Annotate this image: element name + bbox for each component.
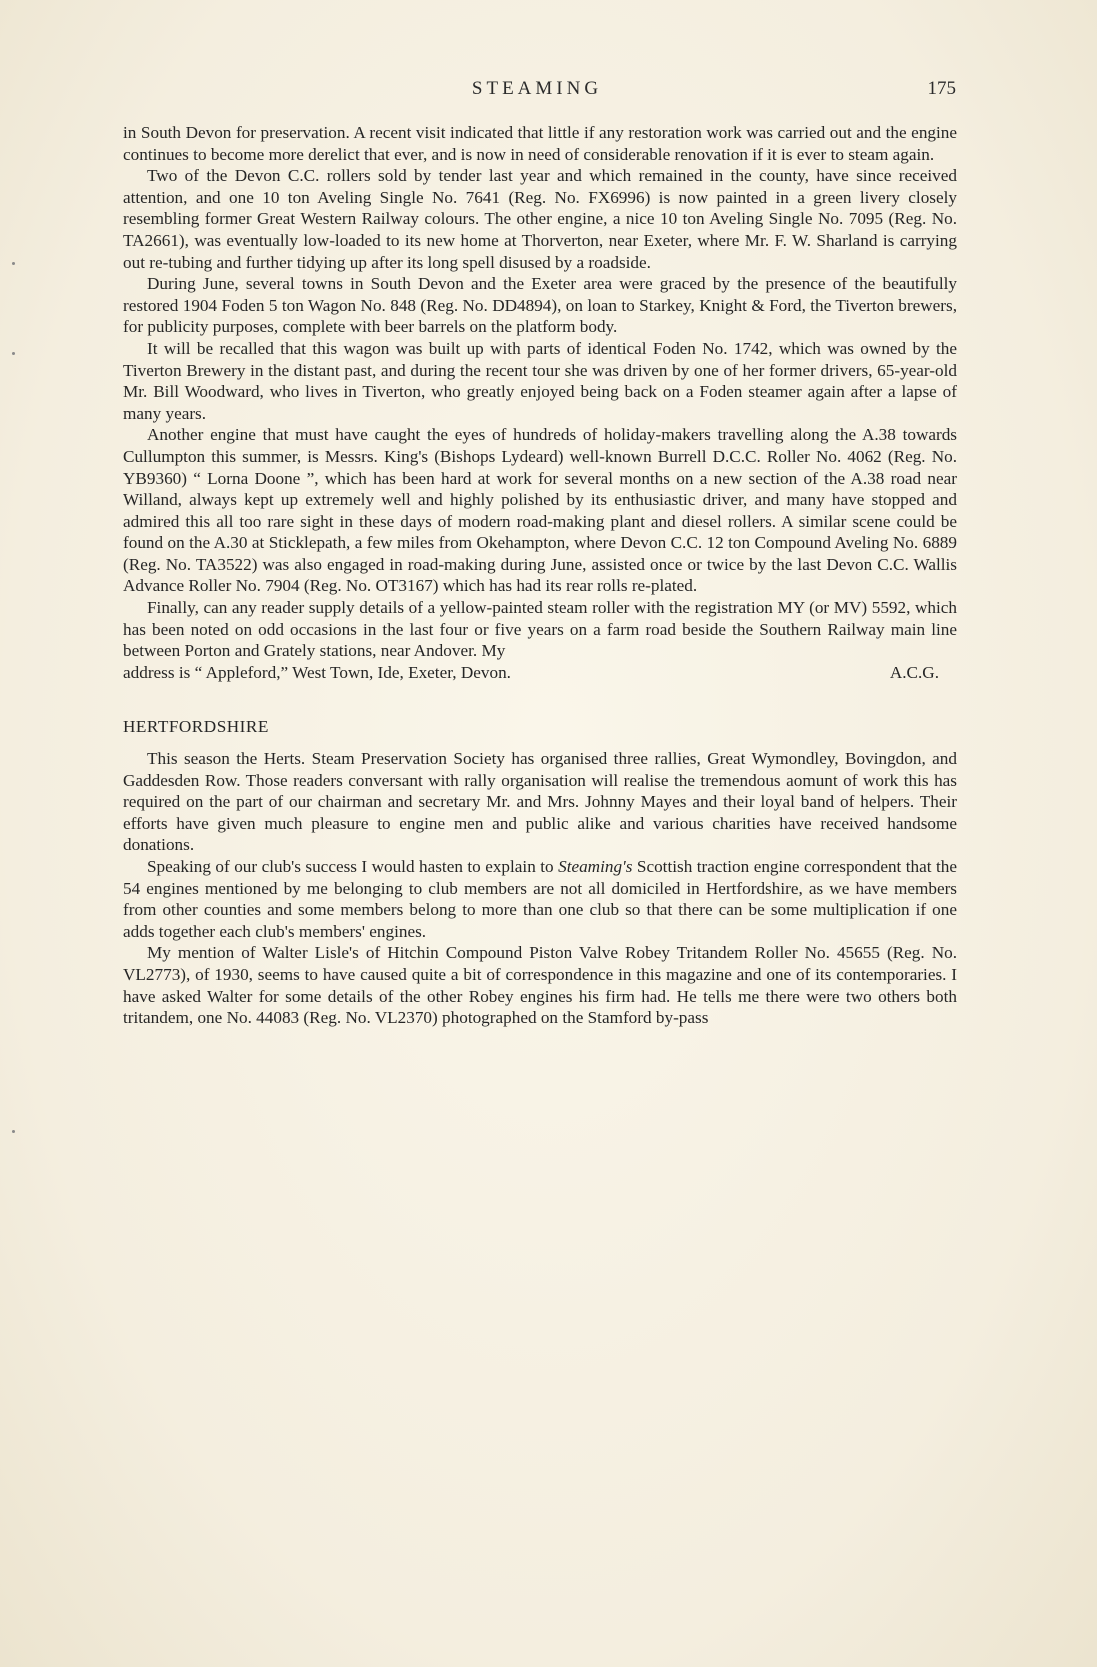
author-initials: A.C.G. [889,662,939,682]
section-heading: HERTFORDSHIRE [123,717,269,737]
paragraph-text: Speaking of our club's success I would hasten to explain to [147,857,559,876]
publication-title: Steaming's [558,857,633,876]
running-head [118,78,956,106]
section-hertfordshire [123,716,957,1028]
paragraph: Finally, can any reader supply details of a yellow-painted steam roller with the registration MY (or MV) 5592, which has been noted on odd occasions in the last four or five years on a farm road beside the Southern Railway main line between Porton and Grately stations, near Andover. My [123,598,957,661]
paragraph: My mention of Walter Lisle's of Hitchin Compound Piston Valve Robey Tritandem Roller No. 45655 (Reg. No. VL2773), of 1930, seems to have caused quite a bit of correspondence in this magazine and one of its contemporaries. I have asked Walter for some details of the other Robey engines his firm had. He tells me there were two others both tritandem, one No. 44083 (Reg. No. VL2370) photographed on the Stamford by-pass [123,943,957,1028]
paragraph: Another engine that must have caught the eyes of hundreds of holiday-makers travelling along the A.38 towards Cullumpton this summer, is Messrs. King's (Bishops Lydeard) well-known Burrell D.C.C. Roller No. 4062 (Reg. No. YB9360) “ Lorna Doone ”, which has been hard at work for several months on a new section of the A.38 road near Willand, always kept up extremely well and highly polished by its enthusiastic driver, and many have stopped and admired this all too rare sight in these days of modern road-making plant and diesel rollers. A similar scene could be found on the A.30 at Sticklepath, a few miles from Okehampton, where Devon C.C. 12 ton Compound Aveling No. 6889 (Reg. No. TA3522) was also engaged in road-making during June, assisted once or twice by the last Devon C.C. Wallis Advance Roller No. 7904 (Reg. No. OT3167) which has had its rear rolls re-plated. [123,425,957,596]
edge-mark [12,262,15,265]
edge-mark [12,1130,15,1133]
paragraph: Two of the Devon C.C. rollers sold by tender last year and which remained in the county, have since received attention, and one 10 ton Aveling Single No. 7641 (Reg. No. FX6996) is now painted in a green livery closely resembling former Great Western Railway colours. The other engine, a nice 10 ton Aveling Single No. 7095 (Reg. No. TA2661), was eventually low-loaded to its new home at Thorverton, near Exeter, where Mr. F. W. Sharland is carrying out re-tubing and further tidying up after its long spell disused by a roadside. [123,166,957,272]
paragraph [123,856,957,942]
paragraph: This season the Herts. Steam Preservation Society has organised three rallies, Great Wymondley, Bovingdon, and Gaddesden Row. Those readers conversant with rally organisation will realise the tremendous aomunt of work this has required on the part of our chairman and secretary Mr. and Mrs. Johnny Mayes and their loyal band of helpers. Their efforts have given much pleasure to engine men and public alike and various charities have received handsome donations. [123,749,957,855]
section-devon [123,122,957,683]
page-number: 175 [927,78,956,99]
paragraph-text: Scottish traction engine correspondent that the 54 engines mentioned by me belonging to club members are not all domiciled in Hertfordshire, as we have members from other counties and some members belong to more than one club so that there can be some multiplication if one adds together each club's members' engines. [123,857,958,941]
paragraph: During June, several towns in South Devon and the Exeter area were graced by the presence of the beautifully restored 1904 Foden 5 ton Wagon No. 848 (Reg. No. DD4894), on loan to Starkey, Knight & Ford, the Tiverton brewers, for publicity purposes, complete with beer barrels on the platform body. [123,274,957,337]
paragraph: in South Devon for preservation. A recent visit indicated that little if any restoration work was carried out and the engine continues to become more derelict that ever, and is now in need of considerable renovation if it is ever to steam again. [123,123,957,164]
address-line: address is “ Appleford,” West Town, Ide, Exeter, Devon. [123,662,511,682]
signoff-line [123,662,957,684]
running-title: STEAMING [471,78,603,99]
article-body [123,122,957,1029]
paragraph: It will be recalled that this wagon was built up with parts of identical Foden No. 1742, which was owned by the Tiverton Brewery in the distant past, and during the recent tour she was driven by one of her former drivers, 65-year-old Mr. Bill Woodward, who lives in Tiverton, who greatly enjoyed being back on a Foden steamer again after a lapse of many years. [123,338,957,423]
edge-mark [12,352,15,355]
